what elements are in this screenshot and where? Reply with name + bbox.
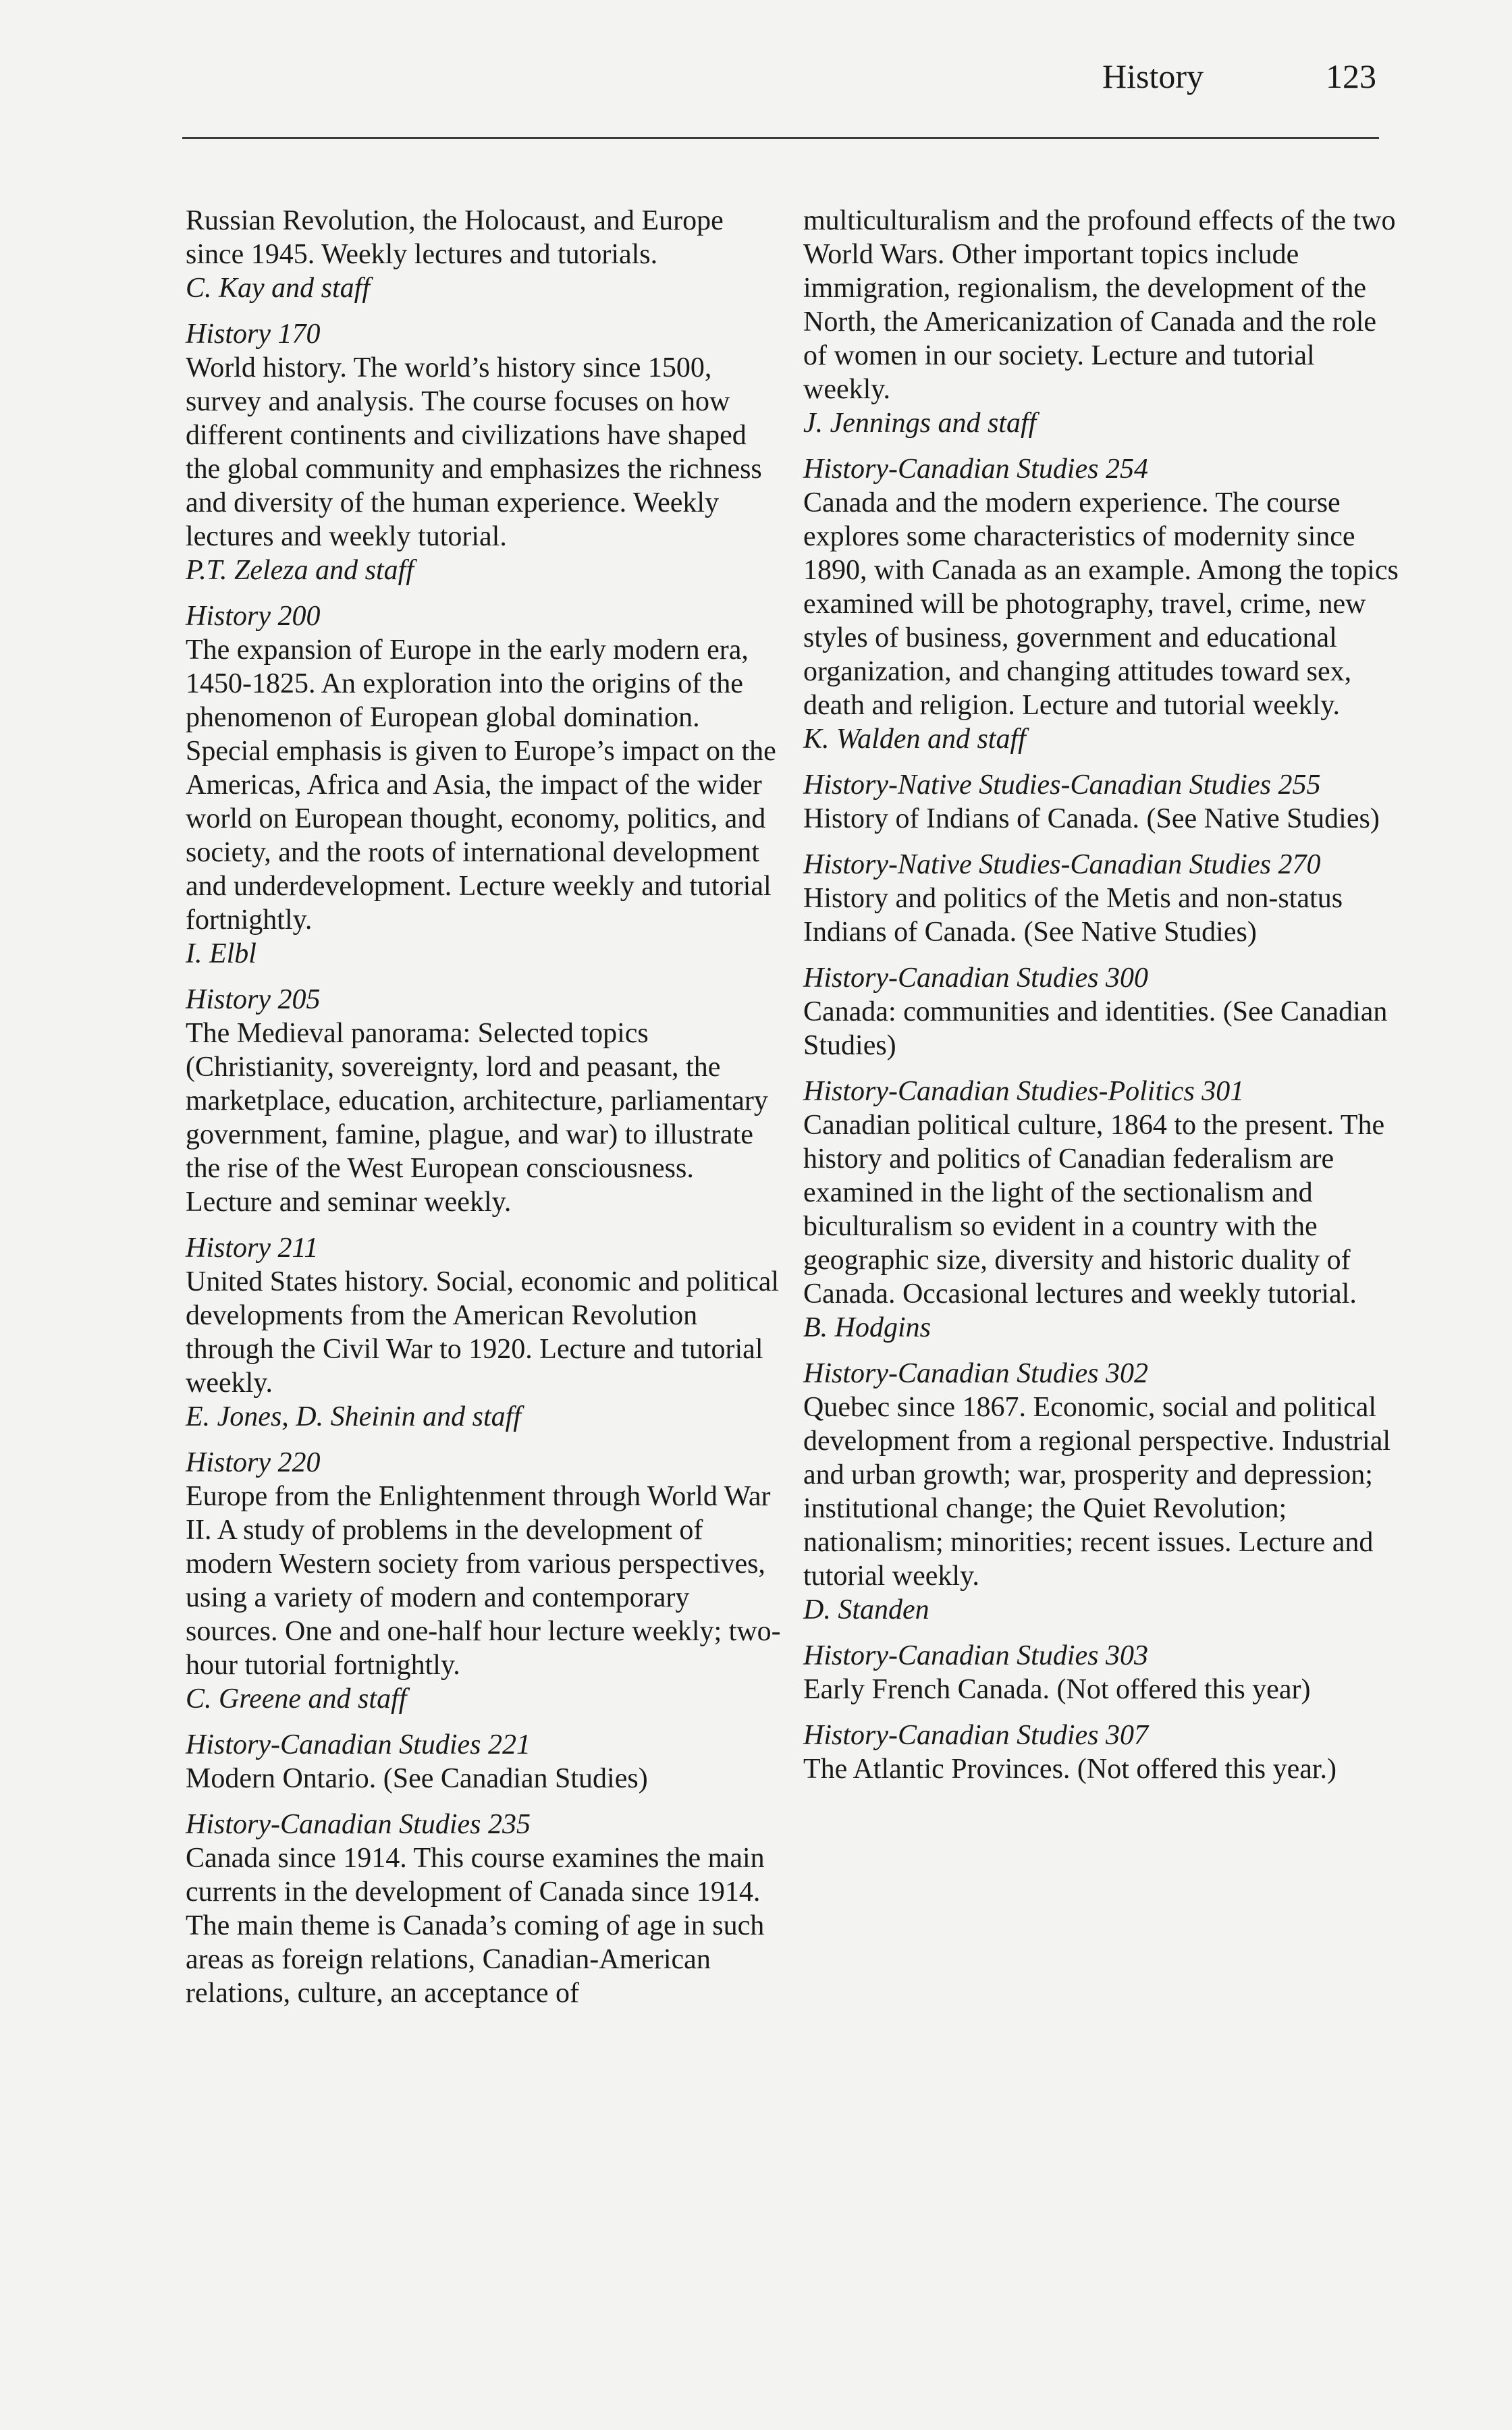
- course-entry: [186, 1808, 786, 2010]
- course-entry: [186, 983, 786, 1219]
- course-description: Canada and the modern experience. The course explores some characteristics of modernity since 1890, with Canada as an example. Among the topics examined will be photography, travel, crime, new styles of business, government and educational organization, and changing attitudes toward sex, death and religion. Lecture and tutorial weekly.: [803, 487, 1399, 721]
- course-description: Modern Ontario. (See Canadian Studies): [186, 1763, 648, 1794]
- course-description: Quebec since 1867. Economic, social and political development from a regional perspective. Industrial and urban growth; war, prosperity and depression; institutional change; the Quiet Revolution; nationalism; minorities; recent issues. Lecture and tutorial weekly.: [803, 1392, 1391, 1592]
- course-entry: [803, 768, 1404, 836]
- course-entry: [803, 961, 1404, 1062]
- course-title: History-Canadian Studies 302: [803, 1358, 1148, 1389]
- course-entry: [186, 1231, 786, 1434]
- course-description: Europe from the Enlightenment through World War II. A study of problems in the development of modern Western society from various perspectives, using a variety of modern and contemporary sources. One and one-half hour lecture weekly; two-hour tutorial fortnightly.: [186, 1481, 781, 1681]
- course-title: History-Canadian Studies 303: [803, 1640, 1148, 1671]
- course-instructor: K. Walden and staff: [803, 724, 1026, 755]
- course-title: History-Canadian Studies 254: [803, 454, 1148, 485]
- course-description: Canada since 1914. This course examines the main currents in the development of Canada since 1914. The main theme is Canada’s coming of age in such areas as foreign relations, Canadian-American relations, culture, an acceptance of: [186, 1843, 765, 2009]
- course-title: History 205: [186, 984, 321, 1015]
- course-instructor: D. Standen: [803, 1594, 929, 1625]
- course-title: History 170: [186, 319, 321, 350]
- course-description: History of Indians of Canada. (See Native Studies): [803, 803, 1380, 834]
- course-instructor: B. Hodgins: [803, 1312, 931, 1343]
- course-title: History-Canadian Studies 300: [803, 963, 1148, 994]
- course-entry: [186, 599, 786, 971]
- course-title: History-Canadian Studies 235: [186, 1809, 531, 1840]
- course-title: History-Native Studies-Canadian Studies 270: [803, 849, 1321, 880]
- section-title: History: [1102, 57, 1204, 95]
- course-description: Early French Canada. (Not offered this year): [803, 1674, 1311, 1705]
- course-description: World history. The world’s history since 1500, survey and analysis. The course focuses on how different continents and civilizations have shaped the global community and emphasizes the richness and diversity of the human experience. Weekly lectures and weekly tutorial.: [186, 352, 762, 552]
- continued-entry: [186, 204, 786, 305]
- continued-entry: [803, 204, 1404, 440]
- course-description: History and politics of the Metis and non-status Indians of Canada. (See Native Studies): [803, 883, 1343, 948]
- page-number: 123: [1326, 57, 1376, 95]
- course-entry: [803, 1075, 1404, 1345]
- course-title: History-Canadian Studies 307: [803, 1720, 1148, 1751]
- course-entry: [803, 452, 1404, 756]
- course-title: History 200: [186, 601, 321, 632]
- course-entry: [803, 1719, 1404, 1786]
- course-description: multiculturalism and the profound effects of the two World Wars. Other important topics include immigration, regionalism, the development of the North, the Americanization of Canada and the role of women in our society. Lecture and tutorial weekly.: [803, 205, 1396, 405]
- course-entry: [803, 1639, 1404, 1706]
- left-column: [186, 204, 786, 2022]
- course-description: The Medieval panorama: Selected topics (Christianity, sovereignty, lord and peasant, the marketplace, education, architecture, parliamentary government, famine, plague, and war) to illustrate the rise of the West European consciousness. Lecture and seminar weekly.: [186, 1018, 768, 1218]
- course-entry: [803, 1357, 1404, 1627]
- course-title: History 211: [186, 1233, 319, 1264]
- course-title: History-Canadian Studies 221: [186, 1729, 531, 1760]
- course-instructor: E. Jones, D. Sheinin and staff: [186, 1401, 521, 1432]
- course-instructor: P.T. Zeleza and staff: [186, 555, 414, 586]
- course-title: History 220: [186, 1447, 321, 1478]
- course-description: Russian Revolution, the Holocaust, and Europe since 1945. Weekly lectures and tutorials.: [186, 205, 724, 270]
- course-title: History-Canadian Studies-Politics 301: [803, 1076, 1245, 1107]
- course-title: History-Native Studies-Canadian Studies 255: [803, 770, 1321, 801]
- course-instructor: J. Jennings and staff: [803, 408, 1037, 439]
- course-instructor: C. Greene and staff: [186, 1683, 407, 1714]
- running-header: [182, 53, 1379, 100]
- course-entry: [186, 1446, 786, 1716]
- course-description: United States history. Social, economic and political developments from the American Revolution through the Civil War to 1920. Lecture and tutorial weekly.: [186, 1266, 780, 1399]
- course-description: Canadian political culture, 1864 to the present. The history and politics of Canadian federalism are examined in the light of the sectionalism and biculturalism so evident in a country with the geographic size, diversity and historic duality of Canada. Occasional lectures and weekly tutorial.: [803, 1110, 1385, 1310]
- header-rule: [182, 137, 1379, 139]
- course-description: Canada: communities and identities. (See Canadian Studies): [803, 996, 1388, 1061]
- course-description: The Atlantic Provinces. (Not offered this year.): [803, 1754, 1337, 1785]
- right-column: [803, 204, 1404, 1798]
- course-instructor: I. Elbl: [186, 938, 256, 969]
- course-entry: [186, 1728, 786, 1796]
- course-entry: [186, 317, 786, 587]
- course-entry: [803, 848, 1404, 949]
- course-instructor: C. Kay and staff: [186, 273, 371, 304]
- course-description: The expansion of Europe in the early modern era, 1450-1825. An exploration into the origins of the phenomenon of European global domination. Special emphasis is given to Europe’s impact on the Americas, Africa and Asia, the impact of the wider world on European thought, economy, politics, and society, and the roots of international development and underdevelopment. Lecture weekly and tutorial fortnightly.: [186, 634, 776, 936]
